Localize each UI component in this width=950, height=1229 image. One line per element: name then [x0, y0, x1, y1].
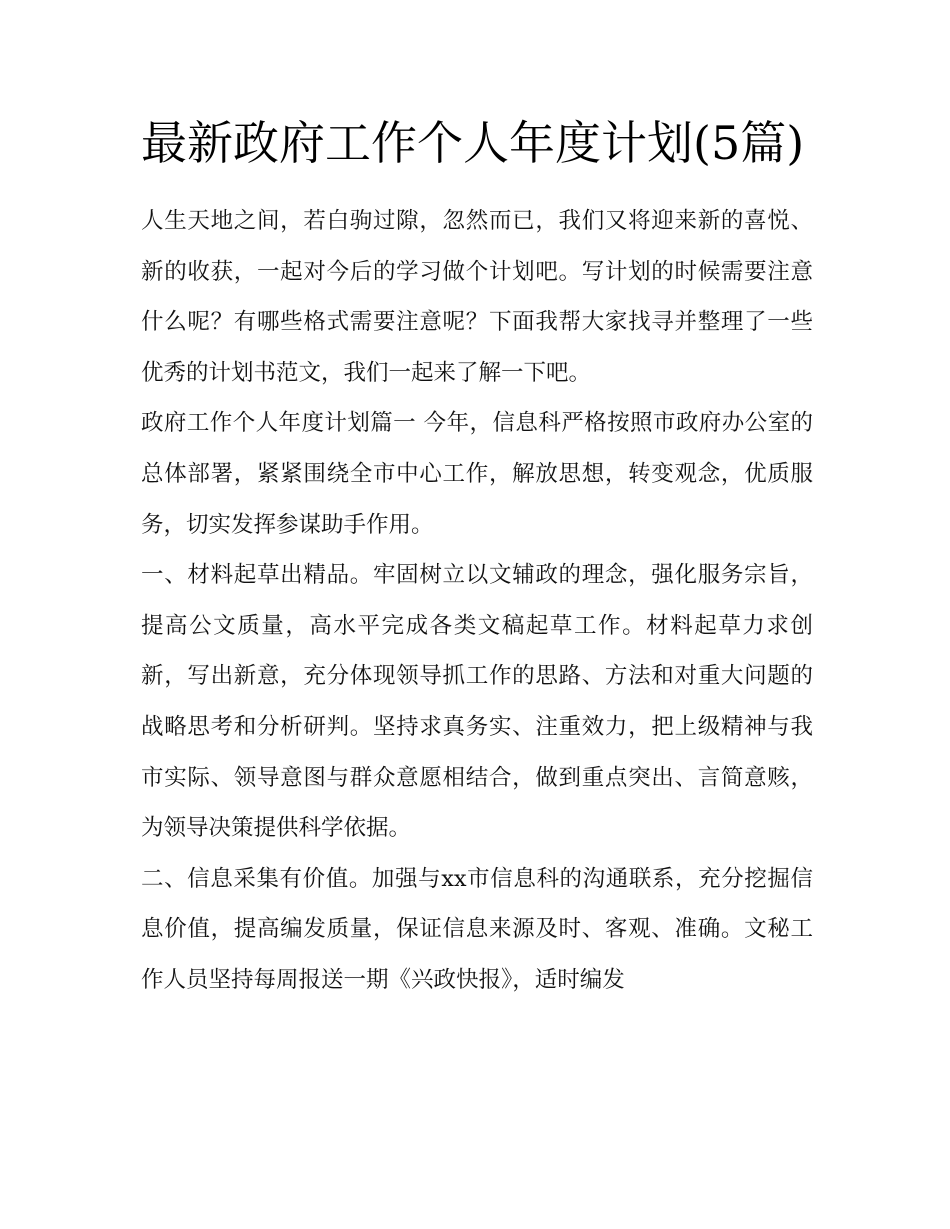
document-body: [141, 196, 813, 1006]
intro-paragraph: 人生天地之间，若白驹过隙，忽然而已，我们又将迎来新的喜悦、新的收获，一起对今后的学习做个计划吧。写计划的时候需要注意什么呢？有哪些格式需要注意呢？下面我帮大家找寻并整理了一些优秀的计划书范文，我们一起来了解一下吧。: [141, 208, 813, 386]
item-one-paragraph: 一、材料起草出精品。牢固树立以文辅政的理念，强化服务宗旨，提高公文质量，高水平完成各类文稿起草工作。材料起草力求创新，写出新意，充分体现领导抓工作的思路、方法和对重大问题的战略思考和分析研判。坚持求真务实、注重效力，把上级精神与我市实际、领导意图与群众意愿相结合，做到重点突出、言简意赅，为领导决策提供科学依据。: [141, 562, 813, 842]
section-one-paragraph: 政府工作个人年度计划篇一 今年，信息科严格按照市政府办公室的总体部署，紧紧围绕全市中心工作，解放思想，转变观念，优质服务，切实发挥参谋助手作用。: [141, 410, 813, 538]
item-two-paragraph: 二、信息采集有价值。加强与xx市信息科的沟通联系，充分挖掘信息价值，提高编发质量，保证信息来源及时、客观、准确。文秘工作人员坚持每周报送一期《兴政快报》，适时编发: [141, 865, 813, 993]
document-content: [141, 112, 813, 1006]
document-title: 最新政府工作个人年度计划(5篇): [141, 116, 805, 170]
